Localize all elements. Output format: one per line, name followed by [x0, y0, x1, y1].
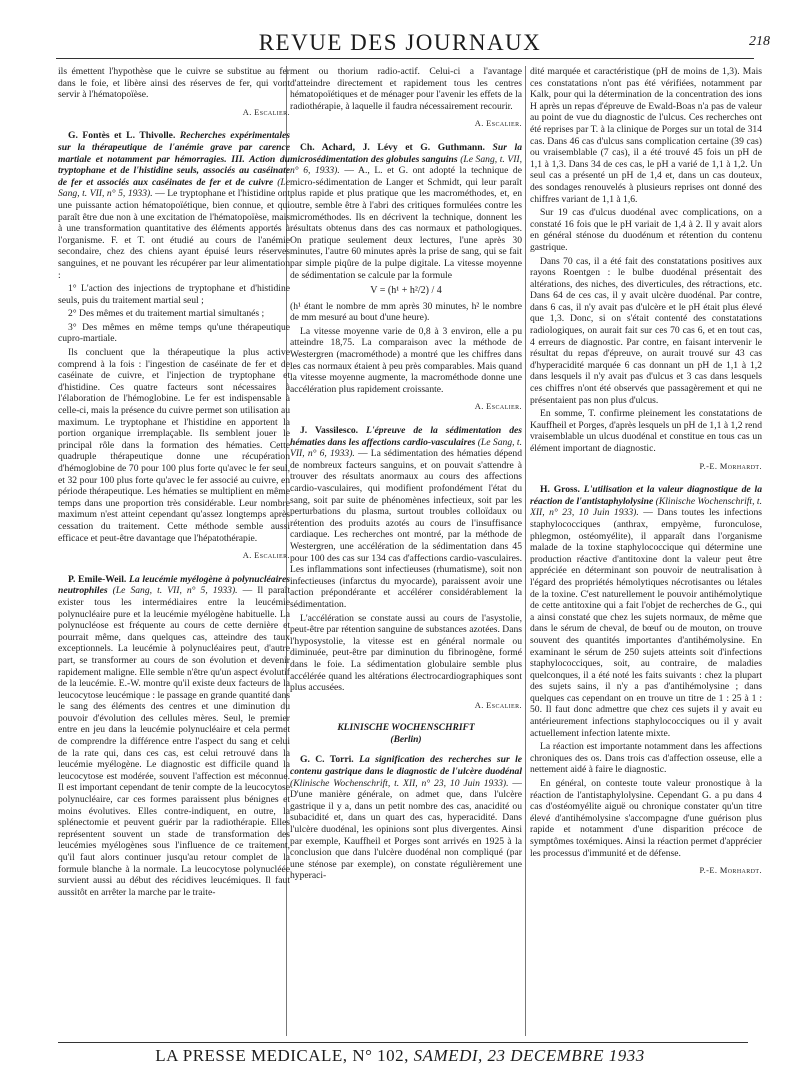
signature: A. Escalier. — [474, 119, 522, 129]
reference: (Le Sang, t. VII, n° 6, 1933). — [290, 436, 522, 460]
article-title: Recherches expérimentales sur la thérapeutique de l'anémie grave par carence martiale et notamment par hémorragies. III. Action du tryptophane et de l'histidine seuls, associés au caséinate de fer et associés aux caséinates de fer et de cuivre — [58, 130, 290, 188]
paragraph: Dans 70 cas, il a été fait des constatations positives aux rayons Roentgen : le bulbe duodénal présentait des altérations, des niches, des diverticules, des rétractions, etc. Dans 64 de ces cas, il y avait ulcère duodénal. Par contre, dans 6 cas, il n'y avait pas d'ulcère et le pH était plus élevé que 1,3. Donc, si on s'était contenté des constatations radiologiques, on aurait fait sur ces 70 cas 6, et en tout cas, 4 erreurs de diagnostic. Par contre, en faisant intervenir le résultat du repas d'épreuve, on aurait trouvé sur 43 cas d'hyperacidité marquée 6 cas donnant un pH de 1,1 à 1,2 dans lesquels il n'y avait pas d'ulcus et 3 cas dans lesquels ces chiffres n'ont été observés que passagèrement et qui ne présentaient pas non plus d'ulcus. — [530, 255, 762, 406]
signature: P.-E. Morhardt. — [699, 866, 762, 876]
article-fontes-thivolle — [58, 130, 290, 561]
reference: (Le Sang, t. VII, n° 5, 1933). — [112, 585, 238, 597]
paragraph: — Il paraît exister tous les intermédiaires entre la leucémie polynucléaire pure et la leucémie myélogène habituelle. La polynucléose est fréquente au cours de cette dernière et pourrait même, dans quelques cas, atteindre des taux exceptionnels. La leucémie à polynucléaires peut, d'autre part, se transformer au cours de son évolution et devenir rapidement maligne. Elle semble n'être qu'un aspect évolutif de la leucémie. E.-W. montre qu'il existe deux facteurs de la leucocytose leucémique : le passage en grande quantité dans le sang des éléments des centres et une diminution du pouvoir d'évolution des cellules mères. Seul, le premier entre en jeu dans la leucémie polynucléaire et cela permet de comprendre la différence entre l'aspect du sang et celui de la rate qui, dans ces cas, est celui retrouvé dans la leucémie myélogène. Le diagnostic est difficile quand la leucocytose est modérée, souvent l'affection est méconnue. Il est important cependant de tenir compte de la leucocytose polynucléaire, car ces formes paraissent plus bénignes et moins évolutives. Elles contre-indiquent, en outre, la splénectomie et peuvent guérir par la radiothérapie. Elles représentent souvent un stade de transformation des leucémies myélogènes sous l'influence de ce traitement, qu'il faut alors continuer jusqu'au retour complet de la formule blanche à la normale. La leucocytose polynucléée survient aussi au début des récidives leucémiques. Il faut aussitôt en arrêter la marche par le traite- — [58, 585, 290, 898]
article-achard-levy-guthmann — [290, 142, 522, 413]
paragraph: La réaction est importante notamment dans les affections chroniques des os. Dans trois cas d'affection osseuse, elle a nettement aidé à faire le diagnostic. — [530, 741, 762, 776]
article-torri — [290, 754, 522, 882]
list-item: 1° L'action des injections de tryptophane et d'histidine seuls, puis du traitement martial seul ; — [58, 283, 290, 306]
authors: G. C. Torri. — [300, 754, 354, 766]
paragraph: ment ou thorium radio-actif. Celui-ci a l'avantage d'atteindre directement et rapidement tous les centres hématopoïétiques et de ménager pour l'avenir les effets de la radiothérapie, à laquelle il faudra nécessairement recourir. — [290, 66, 522, 112]
footer-journal: LA PRESSE MEDICALE, — [155, 1046, 348, 1065]
reference: (Klinische Wochenschrift, t. XII, n° 23, 10 Juin 1933). — [530, 495, 762, 519]
article-title: Sur la microsédimentation des globules sanguins — [290, 141, 522, 165]
page-number: 218 — [749, 34, 770, 49]
authors: H. Gross. — [540, 484, 580, 496]
column-3 — [530, 66, 762, 1036]
article-title: L'utilisation et la valeur diagnostique de la réaction de l'antistaphylolysine — [530, 484, 762, 507]
paragraph: — La sédimentation des hématies dépend de nombreux facteurs sanguins, et on pouvait s'attendre à trouver des résultats anormaux au cours des affections cardio-vasculaires, qui modifient profondément l'état du sang, soit par suite de phénomènes infectieux, soit par les perturbations du plasma, surtout troubles colloïdaux ou rétention des produits azotés au cours de l'insuffisance cardiaque. Les recherches ont montré, par la méthode de Westergren, une accélération de la sédimentation dans 45 pour 100 des cas sur 134 cas d'affections cardio-vasculaires. Les inflammations sont infectieuses (rhumatisme), soit non infectieuses (infarctus du myocarde), paraissent avoir une action prépondérante et accélérer considérablement la sédimentation. — [290, 448, 522, 610]
column-divider — [525, 66, 526, 1036]
authors: J. Vassilesco. — [300, 425, 359, 437]
article-title: La signification des recherches sur le contenu gastrique dans le diagnostic de l'ulcère duodénal — [290, 754, 522, 778]
footer-number: N° 102, — [352, 1046, 409, 1065]
paragraph: En général, on conteste toute valeur pronostique à la réaction de l'antistaphylolysine. Cependant G. a pu dans 4 cas d'ostéomyélite aiguë ou chronique constater qu'un titre élevé d'antihémolysine s'accompagne d'une guérison plus rapide et notamment d'une disparition précoce de symptômes toxémiques. Ainsi la réaction permet d'apprécier les processus d'immunité et de défense. — [530, 778, 762, 859]
column-1 — [58, 66, 290, 1036]
article-gross — [530, 484, 762, 877]
article-heading — [58, 130, 290, 281]
signature: A. Escalier. — [242, 107, 290, 117]
paragraph: ils émettent l'hypothèse que le cuivre se substitue au fer dans le foie, et libère ainsi des réserves de fer, qui vont servir à l'hématopoïèse. — [58, 66, 290, 101]
list-item: 3° Des mêmes en même temps qu'une thérapeutique cupro-martiale. — [58, 321, 290, 345]
paragraph: — Dans toutes les infections staphylococciques (anthrax, empyème, furonculose, phlegmon, ostéomyélite), il apparaît dans l'organisme malade de la toxine staphylococcique qui détermine une production réactive d'antitoxine dont la valeur peut être appréciée en déterminant son pouvoir de neutralisation à l'égard des propriétés hémolytiques nécrotisantes ou létales de la toxine. C'est naturellement le pouvoir antihémolytique de cette antitoxine qui a fait l'objet de recherches de G., qui a ainsi constaté que chez les sujets normaux, de même que dans le sérum de cheval, de bœuf ou de mouton, on trouve souvent des quantités importantes d'antihémolysine. En examinant le sérum de 250 sujets atteints soit d'infections staphylococciques, soit, au contraire, de maladies quelconques, il a été noté les faits suivants : chez la plupart des sujets sains, il n'y a pas d'antihémolysine ; dans quelques cas cependant on en trouve un titre de 1 : 25 à 1 : 50. Il faut donc admettre que chez ces sujets il y avait eu antérieurement infections staphylococciques ou il y avait actuellement infection latente mixte. — [530, 507, 762, 739]
header-rule — [56, 58, 754, 59]
reference: (Klinische Wochenschrift, t. XII, n° 23, 10 Juin 1933). — [290, 777, 509, 789]
running-title: REVUE DES JOURNAUX — [258, 30, 542, 55]
article-heading — [290, 425, 522, 611]
article-heading — [58, 574, 290, 899]
article-vassilesco — [290, 425, 522, 711]
paragraph: — D'une manière générale, on admet que, dans l'ulcère gastrique il y a, dans un petit nombre des cas, anacidité ou subacidité et, dans un quart des cas, hyperacidité. Dans l'ulcère duodénal, les opinions sont plus divergentes. Ainsi par exemple, Kauffheil et Porges sont arrivés en 1925 à la conclusion que dans l'ulcère duodénal non compliqué (par une sténose par exemple), on constate régulièrement une hyperaci- — [290, 777, 522, 882]
formula: V = (h¹ + h²/2) / 4 — [370, 285, 442, 297]
signature: A. Escalier. — [474, 700, 522, 710]
paragraph: La vitesse moyenne varie de 0,8 à 3 environ, elle a pu atteindre 18,75. La comparaison avec la méthode de Westergren (macrométhode) a montré que les chiffres dans les cas normaux étaient à peu près comparables. Mais quand la vitesse moyenne augmente, la macrométhode donne une accélération plus rapidement croissante. — [290, 325, 522, 395]
journal-heading: KLINISCHE WOCHENSCHRIFT — [337, 723, 475, 734]
article-heading — [530, 484, 762, 739]
article-title: La leucémie myélogène à polynucléaires neutrophiles — [58, 573, 290, 597]
article-title: L'épreuve de la sédimentation des hématies dans les affections cardio-vasculaires — [290, 425, 522, 448]
footer-date: SAMEDI, 23 DECEMBRE 1933 — [413, 1046, 645, 1065]
authors: P. Emile-Weil. — [68, 573, 127, 585]
paragraph: Ils concluent que la thérapeutique la plus active comprend à la fois : l'ingestion de caséinate de fer et de caséinate de cuivre, et l'injection de tryptophane et d'histidine. Ces quatre facteurs sont nécessaires à l'élaboration de l'hémoglobine. Le fer est indispensable à celle-ci, mais la présence du cuivre permet son utilisation au maximum. Le tryptophane et l'histidine en apportent la portion organique irremplaçable. Ils semblent jouer le principal rôle dans la formation des hématies. Cette quadruple thérapeutique donne une récupération d'hémoglobine de 70 pour 100 plus forte qu'avec le fer seul, et 32 pour 100 plus forte qu'avec le fer associé au cuivre, en période thérapeutique. Les hématies se multiplient en même temps dans une proportion très considérable. Leur nombre maximum n'est atteint cependant qu'assez longtemps après cessation du traitement. Cette méthode semble aussi efficace et peut-être davantage que l'hépatothérapie. — [58, 347, 290, 544]
paragraph: Sur 19 cas d'ulcus duodénal avec complications, on a constaté 16 fois que le pH variait de 1,4 à 2. Il y avait alors en général sténose du duodénum et rétention du contenu gastrique. — [530, 207, 762, 253]
column-2 — [290, 66, 522, 1036]
page-header — [0, 30, 800, 60]
authors: Ch. Achard, J. Lévy et G. Guthmann. — [300, 141, 485, 153]
article-emile-weil — [58, 574, 290, 899]
signature: A. Escalier. — [242, 551, 290, 561]
footer-rule — [58, 1042, 748, 1043]
paragraph: — A., L. et G. ont adopté la technique de micro-sédimentation de Langer et Schmidt, qui leur paraît plus rapide et plus pratique que les macrométhodes, et, en outre, semble être à l'abri des critiques formulées contre les microméthodes. Ils en décrivent la technique, donnent les résultats obtenus dans des cas normaux et pathologiques. On pratique seulement deux lectures, l'une après 30 minutes, l'autre 60 minutes après la prise de sang, qui se fait par simple piqûre de la pulpe digitale. La vitesse moyenne de sédimentation se calcule par la formule — [290, 165, 522, 281]
signature: A. Escalier. — [474, 402, 522, 412]
page-footer — [0, 1046, 800, 1066]
paragraph: — Le tryptophane et l'histidine ont une puissante action hématopoïétique, bien connue, et qui paraît être due non à une excitation de l'hématopoïèse, mais à une transformation quantitative des éléments apportés à l'organisme. F. et T. ont étudié au cours de l'anémie secondaire, chez des chiens ayant épuisé leurs réserves sanguines, et ne pouvant les récupérer par leur alimentation : — [58, 188, 290, 281]
article-heading — [290, 754, 522, 882]
signature: P.-E. Morhardt. — [699, 461, 762, 471]
article-heading — [290, 142, 522, 281]
journal-city: (Berlin) — [390, 734, 422, 745]
list-item: 2° Des mêmes et du traitement martial simultanés ; — [68, 308, 265, 320]
paragraph: L'accélération se constate aussi au cours de l'asystolie, peut-être par rétention sanguine de substances azotées. Dans l'hyposystolie, la vitesse est en général normale ou diminuée, peut-être par diminution du fibrinogène, formé dans le foie. La sédimentation globulaire semble plus accélérée quand les altérations électrocardiographiques sont plus accusées. — [290, 612, 522, 694]
paragraph: (h¹ étant le nombre de mm après 30 minutes, h² le nombre de mm mesuré au bout d'une heure). — [290, 300, 522, 324]
reference: (Le Sang, t. VII, n° 6, 1933). — [290, 153, 522, 177]
paragraph: En somme, T. confirme pleinement les constatations de Kauffheil et Porges, d'après lesquels un pH de 1,1 à 1,2 rend vraisemblable un ulcus duodénal et constitue en tous cas un élément important de diagnostic. — [530, 408, 762, 454]
paragraph: dité marquée et caractéristique (pH de moins de 1,3). Mais ces constatations n'ont pas été vérifiées, notamment par Kalk, pour qui la détermination de la concentration des ions H après un repas d'épreuve de Ewald-Boas n'a pas de valeur au point de vue du diagnostic de l'ulcus. Ces recherches ont été reprises par T. à la clinique de Porges sur un total de 314 cas. Dans 46 cas d'ulcus sans complication certaine (39 cas) ou vraisemblable (7 cas), il a été trouvé 45 fois un pH de 1,1 à 1,3. Dans 34 de ces cas, le pH a varié de 1,1 à 1,2. Un seul cas a présenté un pH de 1,4 et, dans un cas douteux, des sondages renouvelés à plusieurs reprises ont donné des chiffres variant de 1,1 à 1,6. — [530, 66, 762, 205]
reference: (Le Sang, t. VII, n° 5, 1933). — [58, 176, 290, 200]
authors: G. Fontès et L. Thivolle. — [68, 130, 176, 142]
